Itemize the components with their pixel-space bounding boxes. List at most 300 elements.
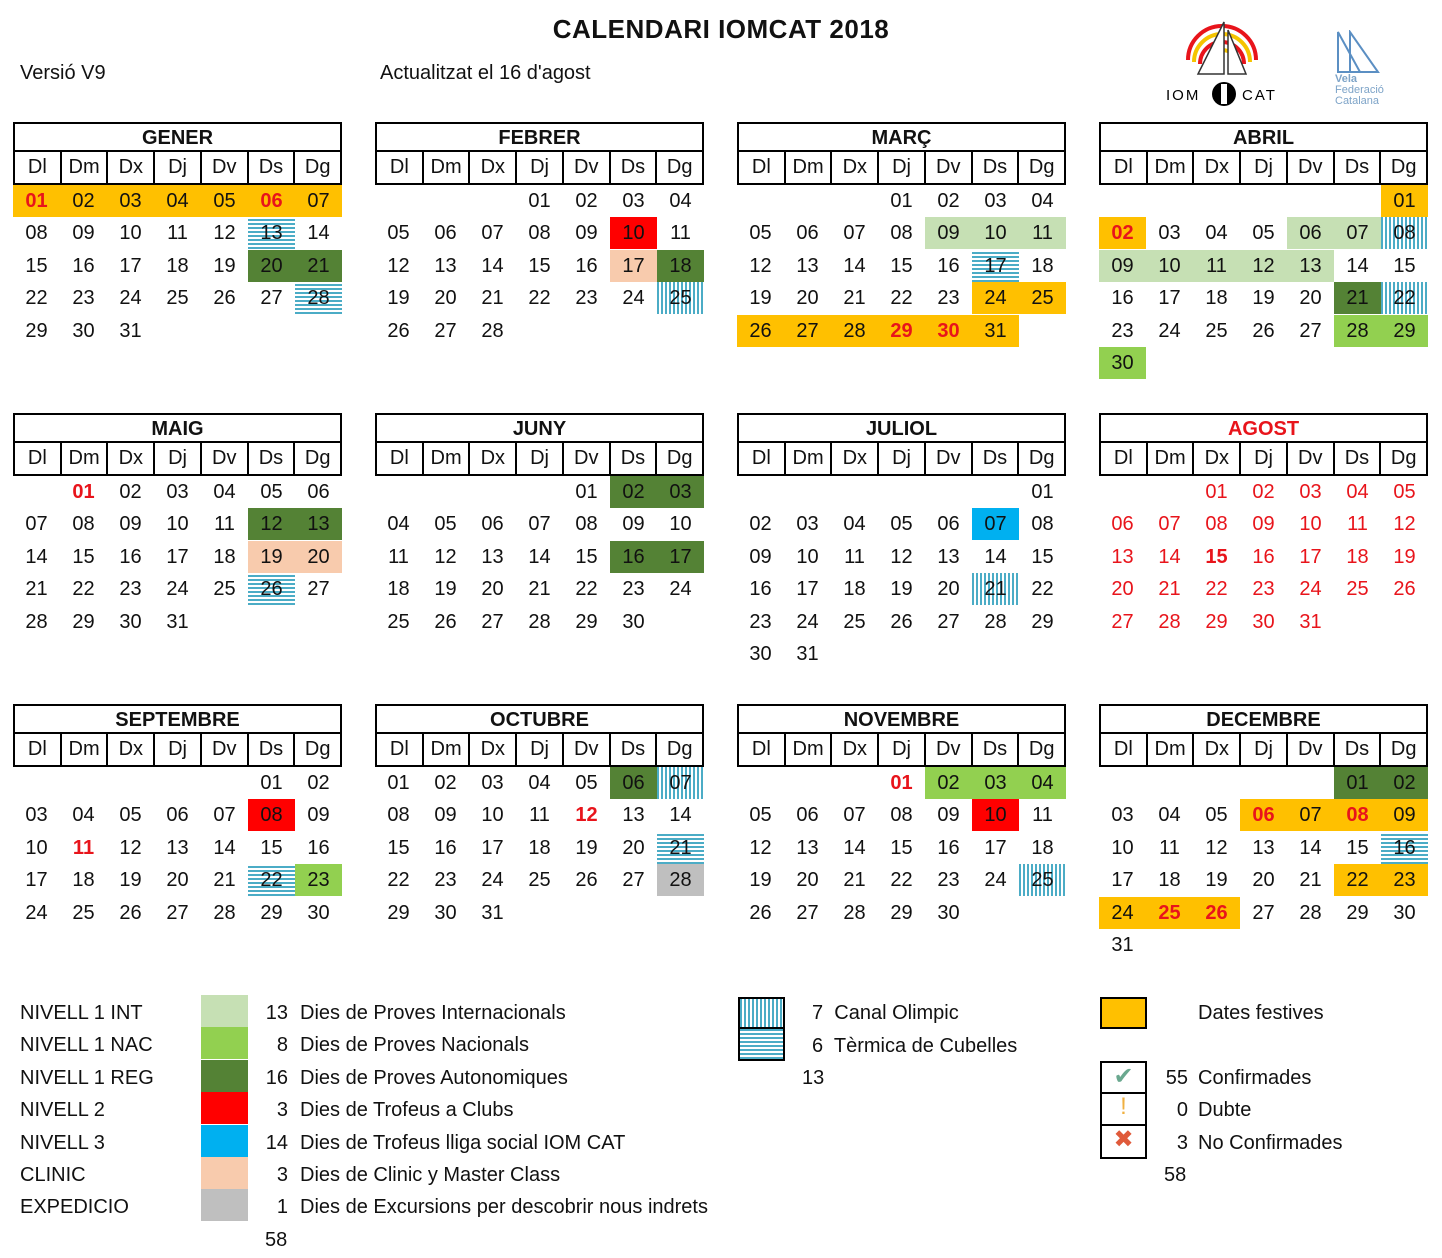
weekday-label: Dg bbox=[1028, 447, 1055, 469]
day-cell: 06 bbox=[796, 804, 819, 827]
day-cell: 22 bbox=[890, 869, 913, 892]
day-cell: 25 bbox=[1019, 282, 1066, 314]
swatch-termica-cubelles bbox=[738, 1029, 785, 1061]
day-cell: 07 bbox=[1158, 513, 1181, 536]
weekday-label: Dj bbox=[879, 734, 926, 765]
weekday-label: Dg bbox=[304, 447, 331, 469]
weekday-label: Dx bbox=[832, 152, 879, 183]
weekday-label: Dx bbox=[1194, 443, 1241, 474]
day-cell: 14 bbox=[843, 836, 866, 859]
month-3 bbox=[1099, 122, 1428, 374]
weekday-label: Dm bbox=[1148, 443, 1195, 474]
day-cell: 03 bbox=[1299, 481, 1322, 503]
day-cell: 19 bbox=[575, 836, 598, 859]
weekday-label: Ds bbox=[973, 443, 1020, 474]
weekday-label: Dx bbox=[832, 734, 879, 765]
day-cell: 21 bbox=[528, 578, 551, 601]
day-cell: 11 bbox=[1193, 250, 1240, 282]
svg-text:CAT: CAT bbox=[1242, 87, 1277, 104]
day-cell: 11 bbox=[670, 222, 691, 245]
day-cell: 19 bbox=[387, 287, 410, 310]
day-cell: 29 bbox=[1346, 901, 1369, 924]
legend-level-count: 16 bbox=[265, 1066, 288, 1089]
weekday-label: Dv bbox=[926, 734, 973, 765]
day-cell: 14 bbox=[1158, 545, 1181, 568]
weekday-header bbox=[13, 443, 342, 476]
day-cell: 05 bbox=[749, 804, 772, 827]
weekday-label: Dm bbox=[1148, 152, 1195, 183]
weekday-label: Dv bbox=[564, 443, 611, 474]
day-cell: 13 bbox=[796, 254, 819, 277]
day-cell: 06 bbox=[937, 513, 960, 536]
day-cell: 24 bbox=[119, 287, 142, 310]
weekday-label: Dg bbox=[666, 447, 693, 469]
month-name: MARÇ bbox=[737, 122, 1066, 152]
day-cell: 16 bbox=[749, 578, 772, 601]
day-cell: 27 bbox=[937, 610, 960, 633]
day-cell: 27 bbox=[796, 901, 819, 924]
day-cell: 25 bbox=[657, 282, 704, 314]
day-cell: 30 bbox=[749, 643, 772, 665]
day-cell: 11 bbox=[844, 545, 865, 568]
weekday-header bbox=[737, 443, 1066, 476]
day-cell: 10 bbox=[972, 217, 1019, 249]
day-cell: 04 bbox=[1031, 190, 1054, 212]
day-cell: 21 bbox=[213, 869, 236, 892]
day-cell: 19 bbox=[213, 254, 236, 277]
weekday-label: Dj bbox=[517, 734, 564, 765]
month-name: OCTUBRE bbox=[375, 704, 704, 734]
day-cell: 11 bbox=[1159, 836, 1180, 859]
day-cell: 12 bbox=[387, 254, 410, 277]
day-cell: 25 bbox=[387, 610, 410, 633]
day-cell: 05 bbox=[1393, 481, 1416, 503]
weekday-label: Dl bbox=[1101, 152, 1148, 183]
day-cell: 08 bbox=[1334, 799, 1381, 831]
day-cell: 03 bbox=[657, 476, 704, 508]
day-cell: 07 bbox=[657, 767, 704, 799]
day-cell: 29 bbox=[1031, 610, 1054, 633]
day-cell: 10 bbox=[166, 513, 189, 536]
day-cell: 14 bbox=[528, 545, 551, 568]
day-cell: 25 bbox=[166, 287, 189, 310]
day-cell: 13 bbox=[248, 217, 295, 249]
day-cell: 01 bbox=[13, 185, 60, 217]
day-cell: 16 bbox=[307, 836, 330, 859]
weekday-label: Dj bbox=[879, 152, 926, 183]
day-cell: 28 bbox=[25, 610, 48, 633]
day-cell: 05 bbox=[119, 804, 142, 827]
month-name: ABRIL bbox=[1099, 122, 1428, 152]
day-cell: 18 bbox=[166, 254, 189, 277]
day-cell: 10 bbox=[119, 222, 142, 245]
day-cell: 14 bbox=[843, 254, 866, 277]
day-cell: 11 bbox=[1032, 804, 1053, 827]
weekday-label: Dv bbox=[202, 443, 249, 474]
day-cell: 09 bbox=[434, 804, 457, 827]
day-cell: 02 bbox=[1099, 217, 1146, 249]
day-cell: 17 bbox=[610, 250, 657, 282]
month-6 bbox=[737, 413, 1066, 665]
day-cell: 25 bbox=[72, 901, 95, 924]
day-cell: 26 bbox=[575, 869, 598, 892]
day-cell: 27 bbox=[622, 869, 645, 892]
day-cell: 24 bbox=[166, 578, 189, 601]
day-cell: 22 bbox=[890, 287, 913, 310]
day-cell: 24 bbox=[481, 869, 504, 892]
legend-level-desc: Dies de Proves Autonomiques bbox=[300, 1066, 568, 1089]
day-cell: 17 bbox=[481, 836, 504, 859]
day-cell: 31 bbox=[119, 319, 142, 342]
day-cell: 12 bbox=[248, 508, 295, 540]
day-cell: 28 bbox=[213, 901, 236, 924]
day-cell: 31 bbox=[1299, 610, 1322, 633]
month-11 bbox=[1099, 704, 1428, 956]
day-cell: 17 bbox=[25, 869, 48, 892]
day-cell: 23 bbox=[575, 287, 598, 310]
day-cell: 15 bbox=[260, 836, 283, 859]
day-cell: 09 bbox=[1381, 799, 1428, 831]
day-cell: 19 bbox=[119, 869, 142, 892]
day-cell: 12 bbox=[890, 545, 913, 568]
day-cell: 15 bbox=[387, 836, 410, 859]
day-cell: 04 bbox=[1205, 222, 1228, 245]
day-cell: 02 bbox=[60, 185, 107, 217]
day-cell: 12 bbox=[749, 254, 772, 277]
day-cell: 27 bbox=[434, 319, 457, 342]
day-cell: 22 bbox=[72, 578, 95, 601]
day-cell: 19 bbox=[749, 869, 772, 892]
legend-status-total: 58 bbox=[1164, 1164, 1187, 1186]
swatch-dates-festives bbox=[1100, 997, 1147, 1029]
day-cell: 03 bbox=[1158, 222, 1181, 245]
weekday-header bbox=[1099, 734, 1428, 767]
day-cell: 28 bbox=[528, 610, 551, 633]
legend-level-swatch bbox=[201, 1027, 248, 1059]
day-cell: 12 bbox=[1393, 513, 1416, 536]
weekday-label: Dx bbox=[1194, 152, 1241, 183]
month-2 bbox=[737, 122, 1066, 342]
day-cell: 18 bbox=[72, 869, 95, 892]
day-cell: 02 bbox=[610, 476, 657, 508]
day-cell: 07 bbox=[481, 222, 504, 245]
day-cell: 18 bbox=[657, 250, 704, 282]
day-cell: 05 bbox=[387, 222, 410, 245]
day-cell: 07 bbox=[295, 185, 342, 217]
day-cell: 11 bbox=[1347, 513, 1368, 536]
weekday-label: Dv bbox=[202, 152, 249, 183]
day-cell: 29 bbox=[1205, 610, 1228, 633]
day-cell: 19 bbox=[248, 541, 295, 573]
month-0 bbox=[13, 122, 342, 342]
day-cell: 08 bbox=[528, 222, 551, 245]
day-cell: 26 bbox=[890, 610, 913, 633]
day-cell: 02 bbox=[119, 481, 142, 503]
legend-venue-canal: 7 Canal Olimpic bbox=[812, 1002, 959, 1024]
day-cell: 21 bbox=[1334, 282, 1381, 314]
legend-status-desc: Dubte bbox=[1198, 1099, 1252, 1122]
day-cell: 23 bbox=[1252, 578, 1275, 601]
day-cell: 30 bbox=[622, 610, 645, 633]
day-cell: 03 bbox=[25, 804, 48, 827]
day-cell: 11 bbox=[388, 545, 409, 568]
day-cell: 03 bbox=[972, 767, 1019, 799]
day-cell: 19 bbox=[890, 578, 913, 601]
weekday-label: Dv bbox=[1288, 443, 1335, 474]
legend-level-label: NIVELL 1 REG bbox=[20, 1066, 154, 1089]
day-cell: 20 bbox=[481, 578, 504, 601]
day-cell: 25 bbox=[1019, 864, 1066, 896]
day-cell: 21 bbox=[657, 832, 704, 864]
day-cell: 30 bbox=[307, 901, 330, 924]
day-cell: 09 bbox=[749, 545, 772, 568]
day-cell: 18 bbox=[1205, 287, 1228, 310]
day-cell: 17 bbox=[166, 545, 189, 568]
day-cell: 03 bbox=[796, 513, 819, 536]
day-cell: 04 bbox=[1158, 804, 1181, 827]
day-cell: 13 bbox=[1111, 545, 1134, 568]
day-cell: 04 bbox=[213, 481, 236, 503]
day-cell: 06 bbox=[434, 222, 457, 245]
day-cell: 11 bbox=[214, 513, 235, 536]
day-cell: 16 bbox=[434, 836, 457, 859]
weekday-header bbox=[1099, 443, 1428, 476]
day-cell: 02 bbox=[749, 513, 772, 536]
day-cell: 23 bbox=[937, 287, 960, 310]
day-cell: 24 bbox=[1299, 578, 1322, 601]
legend-level-label: CLINIC bbox=[20, 1164, 86, 1186]
weekday-label: Dg bbox=[1390, 156, 1417, 178]
day-cell: 14 bbox=[984, 545, 1007, 568]
day-cell: 08 bbox=[72, 513, 95, 536]
weekday-label: Ds bbox=[611, 734, 658, 765]
weekday-label: Dj bbox=[879, 443, 926, 474]
day-cell: 22 bbox=[1381, 282, 1428, 314]
day-cell: 15 bbox=[1031, 545, 1054, 568]
day-cell: 21 bbox=[1299, 869, 1322, 892]
day-cell: 04 bbox=[387, 513, 410, 536]
day-cell: 02 bbox=[1252, 481, 1275, 503]
month-5 bbox=[375, 413, 704, 633]
weekday-label: Dl bbox=[377, 152, 424, 183]
weekday-label: Dm bbox=[424, 443, 471, 474]
weekday-label: Dg bbox=[1028, 738, 1055, 760]
weekday-label: Dj bbox=[155, 443, 202, 474]
weekday-label: Dl bbox=[377, 443, 424, 474]
day-cell: 13 bbox=[434, 254, 457, 277]
day-cell: 13 bbox=[1287, 250, 1334, 282]
day-cell: 31 bbox=[972, 315, 1019, 347]
day-cell: 09 bbox=[72, 222, 95, 245]
legend-level-swatch bbox=[201, 1092, 248, 1124]
legend-level-desc: Dies de Trofeus lliga social IOM CAT bbox=[300, 1131, 626, 1154]
day-cell: 30 bbox=[1099, 347, 1146, 379]
weekday-label: Dm bbox=[424, 152, 471, 183]
day-cell: 07 bbox=[528, 513, 551, 536]
weekday-label: Dl bbox=[15, 152, 62, 183]
day-cell: 05 bbox=[749, 222, 772, 245]
day-cell: 27 bbox=[784, 315, 831, 347]
day-cell: 15 bbox=[1393, 254, 1416, 277]
day-cell: 13 bbox=[1252, 836, 1275, 859]
day-cell: 01 bbox=[890, 772, 913, 794]
day-cell: 23 bbox=[1381, 864, 1428, 896]
day-cell: 12 bbox=[119, 836, 142, 859]
day-cell: 26 bbox=[737, 315, 784, 347]
month-name: SEPTEMBRE bbox=[13, 704, 342, 734]
day-cell: 16 bbox=[937, 836, 960, 859]
weekday-label: Ds bbox=[249, 734, 296, 765]
day-cell: 04 bbox=[154, 185, 201, 217]
day-cell: 26 bbox=[387, 319, 410, 342]
day-cell: 02 bbox=[434, 772, 457, 794]
month-9 bbox=[375, 704, 704, 924]
day-cell: 15 bbox=[72, 545, 95, 568]
day-cell: 19 bbox=[749, 287, 772, 310]
day-cell: 12 bbox=[213, 222, 236, 245]
day-cell: 15 bbox=[25, 254, 48, 277]
day-cell: 04 bbox=[1346, 481, 1369, 503]
weekday-label: Dx bbox=[832, 443, 879, 474]
day-cell: 13 bbox=[937, 545, 960, 568]
day-cell: 02 bbox=[575, 190, 598, 212]
day-cell: 10 bbox=[669, 513, 692, 536]
day-cell: 21 bbox=[481, 287, 504, 310]
weekday-header bbox=[737, 734, 1066, 767]
day-cell: 21 bbox=[1158, 578, 1181, 601]
weekday-label: Dg bbox=[304, 738, 331, 760]
weekday-label: Dv bbox=[1288, 734, 1335, 765]
legend-level-desc: Dies de Proves Internacionals bbox=[300, 1002, 566, 1024]
day-cell: 05 bbox=[1205, 804, 1228, 827]
day-cell: 08 bbox=[248, 799, 295, 831]
weekday-label: Dv bbox=[564, 734, 611, 765]
weekday-label: Ds bbox=[973, 152, 1020, 183]
check-icon: ✔ bbox=[1113, 1063, 1134, 1090]
weekday-label: Dl bbox=[377, 734, 424, 765]
day-cell: 03 bbox=[166, 481, 189, 503]
day-cell: 27 bbox=[481, 610, 504, 633]
weekday-label: Dj bbox=[155, 734, 202, 765]
day-cell: 18 bbox=[1158, 869, 1181, 892]
weekday-label: Dx bbox=[470, 443, 517, 474]
day-cell: 22 bbox=[248, 864, 295, 896]
day-cell: 28 bbox=[295, 282, 342, 314]
day-cell: 08 bbox=[1381, 217, 1428, 249]
weekday-label: Dv bbox=[202, 734, 249, 765]
weekday-label: Dm bbox=[786, 443, 833, 474]
day-cell: 31 bbox=[1111, 934, 1134, 956]
page-title: CALENDARI IOMCAT 2018 bbox=[552, 14, 890, 44]
day-cell: 14 bbox=[307, 222, 330, 245]
day-cell: 12 bbox=[749, 836, 772, 859]
day-cell: 06 bbox=[307, 481, 330, 503]
day-cell: 14 bbox=[1299, 836, 1322, 859]
day-cell: 05 bbox=[260, 481, 283, 503]
day-cell: 16 bbox=[1252, 545, 1275, 568]
day-cell: 07 bbox=[25, 513, 48, 536]
day-cell: 29 bbox=[387, 901, 410, 924]
day-cell: 07 bbox=[1334, 217, 1381, 249]
day-cell: 02 bbox=[925, 767, 972, 799]
weekday-label: Dx bbox=[108, 734, 155, 765]
day-cell: 04 bbox=[72, 804, 95, 827]
day-cell: 22 bbox=[1031, 578, 1054, 601]
day-cell: 18 bbox=[1031, 836, 1054, 859]
day-cell: 16 bbox=[1111, 287, 1134, 310]
day-cell: 02 bbox=[1381, 767, 1428, 799]
day-cell: 17 bbox=[972, 250, 1019, 282]
legend-venues-total: 13 bbox=[802, 1067, 825, 1089]
weekday-label: Dx bbox=[470, 152, 517, 183]
day-cell: 28 bbox=[1299, 901, 1322, 924]
weekday-label: Dl bbox=[1101, 734, 1148, 765]
day-cell: 08 bbox=[387, 804, 410, 827]
day-cell: 09 bbox=[925, 217, 972, 249]
day-cell: 28 bbox=[657, 864, 704, 896]
day-cell: 29 bbox=[25, 319, 48, 342]
day-cell: 08 bbox=[25, 222, 48, 245]
month-name: AGOST bbox=[1099, 413, 1428, 443]
legend-level-desc: Dies de Trofeus a Clubs bbox=[300, 1099, 514, 1122]
day-cell: 05 bbox=[434, 513, 457, 536]
day-cell: 01 bbox=[575, 481, 598, 503]
day-cell: 04 bbox=[669, 190, 692, 212]
weekday-label: Dj bbox=[1241, 734, 1288, 765]
day-cell: 19 bbox=[1393, 545, 1416, 568]
weekday-label: Dl bbox=[1101, 443, 1148, 474]
day-cell: 27 bbox=[1111, 610, 1134, 633]
day-cell: 14 bbox=[481, 254, 504, 277]
day-cell: 09 bbox=[575, 222, 598, 245]
weekday-label: Ds bbox=[973, 734, 1020, 765]
day-cell: 31 bbox=[481, 901, 504, 924]
month-name: DECEMBRE bbox=[1099, 704, 1428, 734]
day-cell: 03 bbox=[984, 190, 1007, 212]
day-cell: 26 bbox=[119, 901, 142, 924]
day-cell: 09 bbox=[937, 804, 960, 827]
weekday-label: Dg bbox=[1390, 447, 1417, 469]
day-cell: 08 bbox=[575, 513, 598, 536]
legend-level-desc: Dies de Excursions per descobrir nous indrets bbox=[300, 1196, 708, 1219]
day-cell: 26 bbox=[1393, 578, 1416, 601]
weekday-label: Dj bbox=[517, 443, 564, 474]
day-cell: 01 bbox=[1205, 481, 1228, 503]
month-name: NOVEMBRE bbox=[737, 704, 1066, 734]
day-cell: 15 bbox=[1205, 545, 1228, 568]
day-cell: 26 bbox=[248, 573, 295, 605]
day-cell: 02 bbox=[307, 772, 330, 794]
day-cell: 04 bbox=[843, 513, 866, 536]
day-cell: 10 bbox=[1146, 250, 1193, 282]
day-cell: 29 bbox=[890, 901, 913, 924]
day-cell: 14 bbox=[669, 804, 692, 827]
day-cell: 25 bbox=[1346, 578, 1369, 601]
weekday-label: Dv bbox=[926, 443, 973, 474]
day-cell: 01 bbox=[1334, 767, 1381, 799]
day-cell: 20 bbox=[1111, 578, 1134, 601]
day-cell: 11 bbox=[529, 804, 550, 827]
day-cell: 14 bbox=[25, 545, 48, 568]
day-cell: 01 bbox=[387, 772, 410, 794]
weekday-label: Dm bbox=[786, 734, 833, 765]
day-cell: 09 bbox=[622, 513, 645, 536]
day-cell: 26 bbox=[213, 287, 236, 310]
day-cell: 02 bbox=[937, 190, 960, 212]
day-cell: 24 bbox=[972, 282, 1019, 314]
weekday-label: Dx bbox=[1194, 734, 1241, 765]
day-cell: 27 bbox=[166, 901, 189, 924]
